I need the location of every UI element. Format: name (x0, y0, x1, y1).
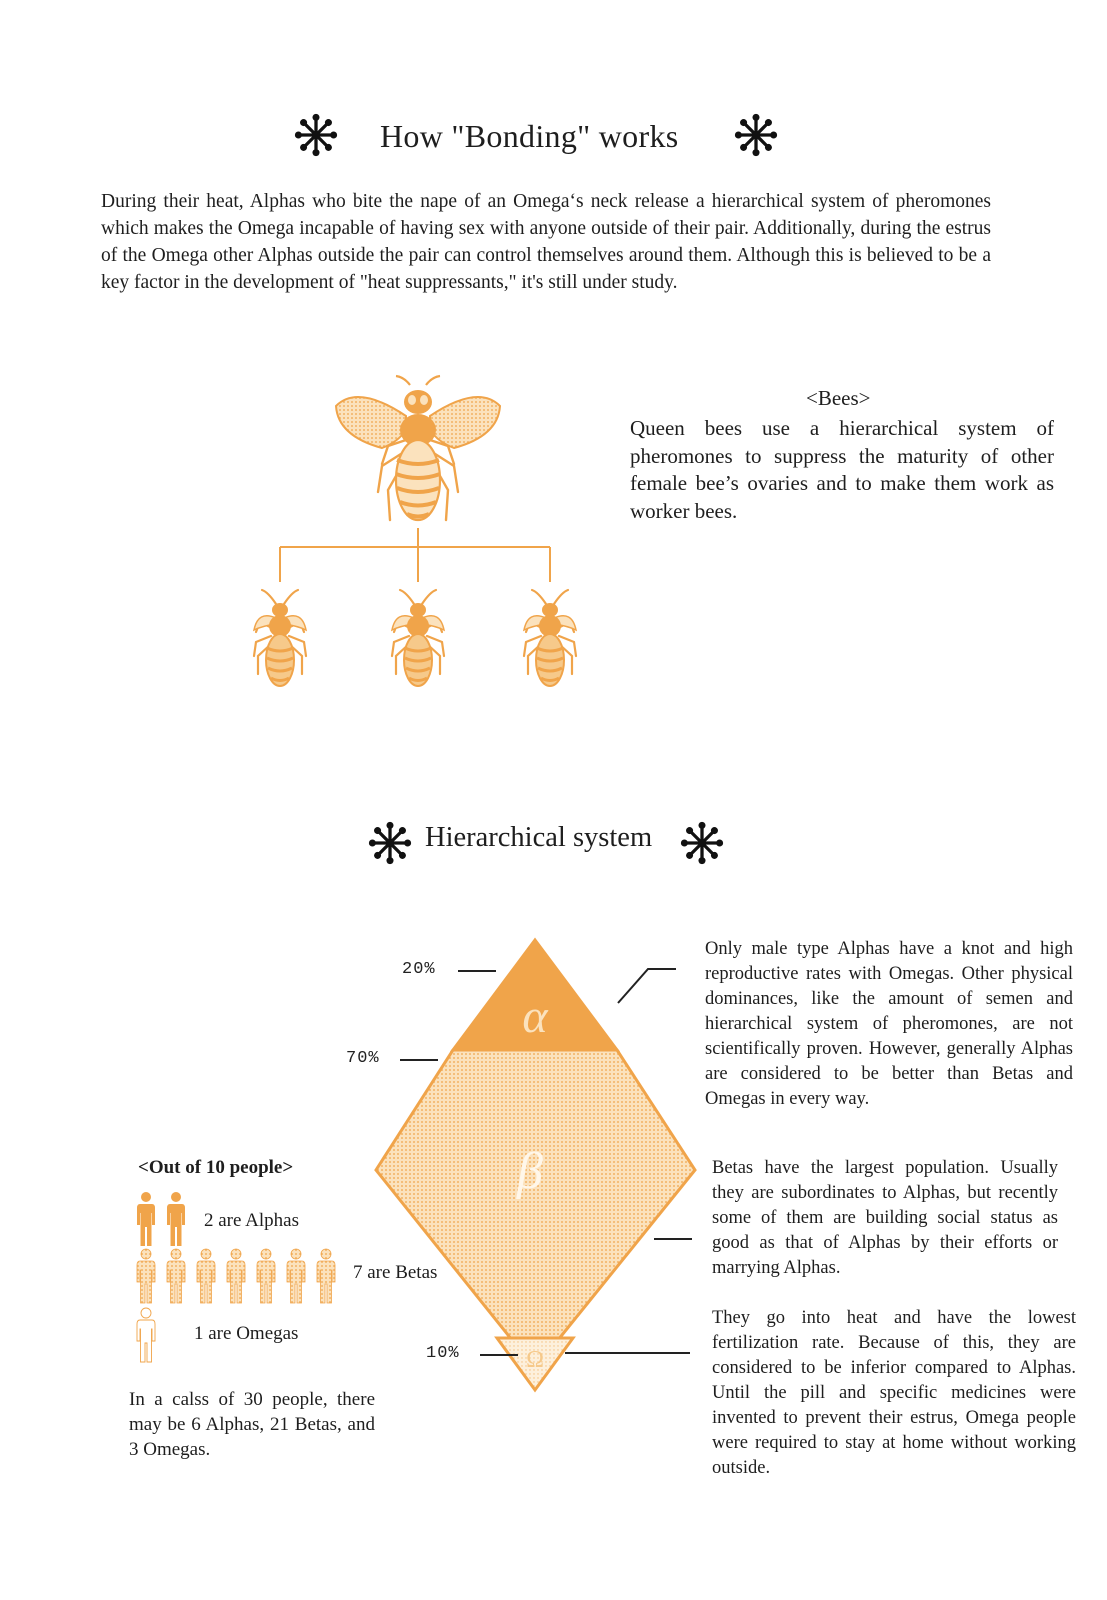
person-icon (317, 1249, 335, 1303)
leader-line (480, 1354, 518, 1356)
person-icon (137, 1308, 155, 1362)
bees-heading: <Bees> (806, 386, 871, 410)
queen-bee-icon (336, 376, 500, 520)
worker-bee-icon (524, 590, 576, 686)
betas-count-label: 7 are Betas (353, 1262, 438, 1283)
omega-leader-line (565, 1352, 690, 1354)
bee-hierarchy-illustration (250, 380, 610, 710)
omega-percentage: 10% (426, 1344, 460, 1363)
alpha-description: Only male type Alphas have a knot and high reproductive rates with Omegas. Other physical dominances, like the amount of semen and hierarchical system of pheromones, are not scientifically proven. However, generally Alphas are considered to be better than Betas and Omegas in every way. (705, 939, 1073, 1109)
person-icon (167, 1249, 185, 1303)
alpha-leader-line (618, 965, 678, 1005)
hierarchy-diamond (380, 940, 710, 1400)
omega-people-icons (136, 1307, 156, 1363)
worker-bee-icon (254, 590, 306, 686)
person-icon (227, 1249, 245, 1303)
omega-description: They go into heat and have the lowest fertilization rate. Because of this, they are considered to be inferior compared to Alphas. Until the pill and specific medicines were invented to prevent their estrus, Omega people were required to stay at home without working outside. (712, 1308, 1076, 1478)
beta-description: Betas have the largest population. Usually they are subordinates to Alphas, but recently some of them are building social status as good as that of Alphas by their efforts or marrying Alphas. (712, 1158, 1058, 1278)
beta-symbol: β (517, 1143, 543, 1200)
omegas-count-label: 1 are Omegas (194, 1323, 299, 1344)
worker-bee-icon (392, 590, 444, 686)
person-icon (257, 1249, 275, 1303)
class-example-note: In a calss of 30 people, there may be 6 Alphas, 21 Betas, and 3 Omegas. (129, 1389, 375, 1460)
leader-line (458, 970, 496, 972)
person-icon (287, 1249, 305, 1303)
person-icon (197, 1249, 215, 1303)
alpha-percentage: 20% (402, 960, 436, 979)
asterisk-icon (734, 113, 778, 157)
person-icon (137, 1249, 155, 1303)
asterisk-icon (294, 113, 338, 157)
section-title-hierarchical-system: Hierarchical system (425, 822, 653, 853)
omega-symbol: Ω (526, 1347, 544, 1373)
beta-leader-line (654, 1238, 692, 1240)
person-icon (167, 1192, 185, 1246)
asterisk-icon (680, 821, 724, 865)
leader-line (400, 1059, 438, 1061)
alpha-symbol: α (522, 990, 548, 1043)
alphas-count-label: 2 are Alphas (204, 1210, 299, 1231)
asterisk-icon (368, 821, 412, 865)
bees-description: Queen bees use a hierarchical system of pheromones to suppress the maturity of other female bee’s ovaries and to make them work as worker bees. (630, 416, 1054, 523)
intro-paragraph: During their heat, Alphas who bite the nape of an Omega‘s neck release a hierarchical system of pheromones which makes the Omega incapable of having sex with anyone outside of their pair. Additionally, during the estrus of the Omega other Alphas outside the pair can control themselves around them. Although this is believed to be a key factor in the development of "heat suppressants," it's still under study. (101, 191, 991, 293)
beta-people-icons (136, 1248, 351, 1304)
alpha-people-icons (136, 1191, 196, 1247)
beta-percentage: 70% (346, 1049, 380, 1068)
people-heading: <Out of 10 people> (138, 1157, 294, 1178)
person-icon (137, 1192, 155, 1246)
page-title: How "Bonding" works (380, 118, 679, 154)
